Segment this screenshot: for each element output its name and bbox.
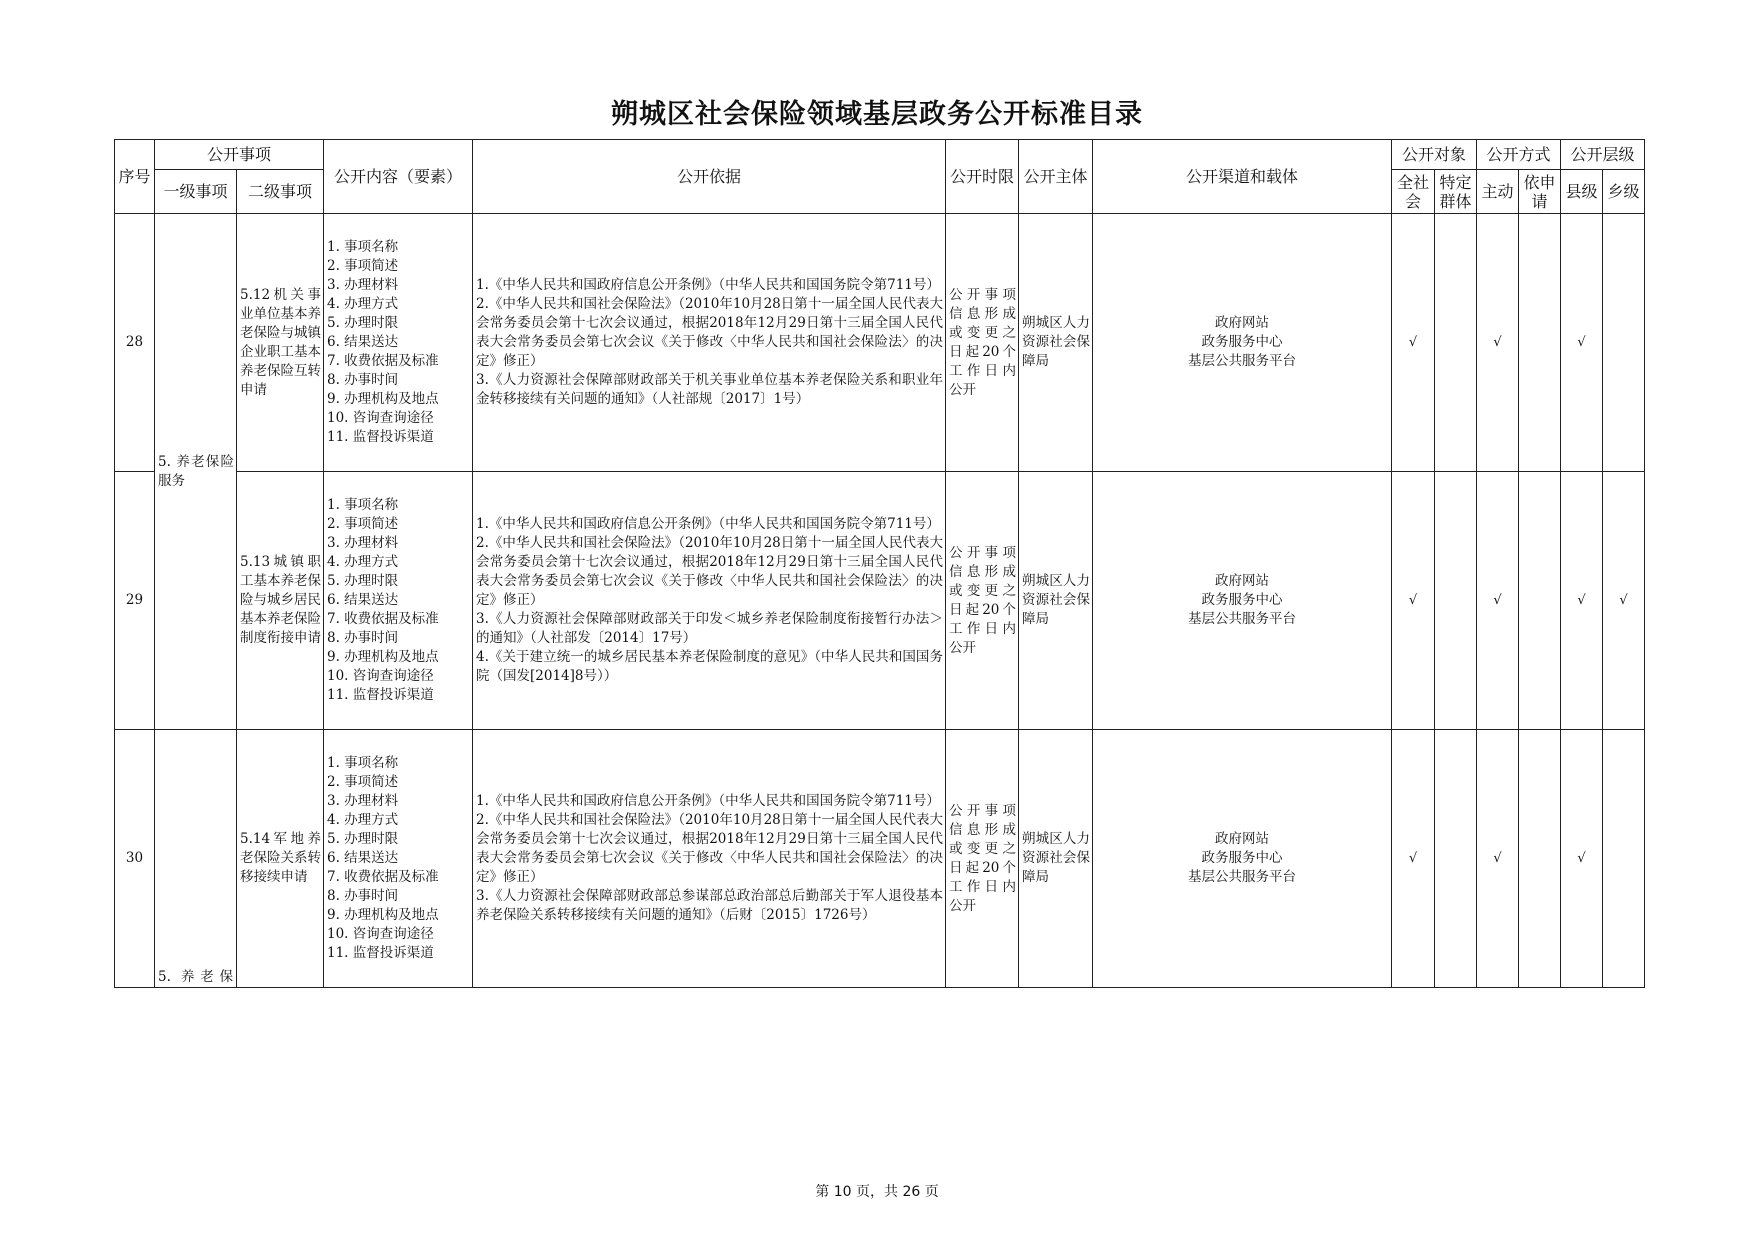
level-county-check: √ bbox=[1561, 730, 1603, 988]
subject-text: 朔城区人力资源社会保障局 bbox=[1022, 315, 1090, 369]
seq-cell: 30 bbox=[115, 730, 155, 988]
time-cell bbox=[946, 214, 1019, 472]
content-cell bbox=[324, 472, 473, 730]
level-county-check: √ bbox=[1561, 214, 1603, 472]
method-active-check: √ bbox=[1477, 730, 1519, 988]
target-specific-check bbox=[1435, 730, 1477, 988]
header-level-group: 公开层级 bbox=[1561, 140, 1645, 170]
subject-cell bbox=[1019, 730, 1093, 988]
target-all-check: √ bbox=[1392, 730, 1435, 988]
header-level-town: 乡级 bbox=[1603, 170, 1645, 214]
target-all-check: √ bbox=[1392, 472, 1435, 730]
basis-cell bbox=[473, 472, 946, 730]
header-content: 公开内容（要素） bbox=[324, 140, 473, 214]
header-channel: 公开渠道和载体 bbox=[1093, 140, 1392, 214]
time-cell bbox=[946, 472, 1019, 730]
channel-cell bbox=[1093, 730, 1392, 988]
target-all-check: √ bbox=[1392, 214, 1435, 472]
seq-cell: 29 bbox=[115, 472, 155, 730]
time-text: 公开事项信息形成或变更之日起20个工作日内公开 bbox=[949, 286, 1016, 398]
header-target-specific: 特定群体 bbox=[1435, 170, 1477, 214]
channel-cell bbox=[1093, 472, 1392, 730]
basis-text: 1.《中华人民共和国政府信息公开条例》（中华人民共和国国务院令第711号） 2.《中华人民共和国社会保险法》（2010年10月28日第十一届全国人民代表大会常务委员会第十七次会议通过，根据2018年12月29日第十三届全国人民代表大会常务委员会第七次会议《关于修改〈中华人民共和国社会保险法〉的决定》修正） 3.《人力资源社会保障部财政部关于机关事业单位基本养老保险关系和职业年金转移接续有关问题的通知》（人社部规〔2017〕1号） bbox=[476, 277, 943, 407]
content-cell bbox=[324, 214, 473, 472]
header-basis: 公开依据 bbox=[473, 140, 946, 214]
content-list: 1. 事项名称 2. 事项简述 3. 办理材料 4. 办理方式 5. 办理时限 6. 结果送达 7. 收费依据及标准 8. 办事时间 9. 办理机构及地点 10. 咨询查询途径 11. 监督投诉渠道 bbox=[327, 239, 439, 445]
table-row bbox=[115, 214, 1645, 472]
header-subject: 公开主体 bbox=[1019, 140, 1093, 214]
level2-item: 5.14军地养老保险关系转移接续申请 bbox=[240, 831, 321, 885]
header-method-apply: 依申请 bbox=[1519, 170, 1561, 214]
header-items-group: 公开事项 bbox=[155, 140, 324, 170]
time-text: 公开事项信息形成或变更之日起20个工作日内公开 bbox=[949, 544, 1016, 656]
subject-text: 朔城区人力资源社会保障局 bbox=[1022, 573, 1090, 627]
level1-item: 5. 养老保险服务 bbox=[158, 453, 234, 489]
header-level1: 一级事项 bbox=[155, 170, 237, 214]
header-row-1 bbox=[115, 140, 1645, 170]
header-target-group: 公开对象 bbox=[1392, 140, 1477, 170]
level-town-check bbox=[1603, 730, 1645, 988]
level2-item: 5.12机关事业单位基本养老保险与城镇企业职工基本养老保险互转申请 bbox=[240, 286, 321, 398]
header-method-group: 公开方式 bbox=[1477, 140, 1561, 170]
seq-cell: 28 bbox=[115, 214, 155, 472]
method-apply-check bbox=[1519, 730, 1561, 988]
table-row bbox=[115, 472, 1645, 730]
basis-text: 1.《中华人民共和国政府信息公开条例》（中华人民共和国国务院令第711号） 2.《中华人民共和国社会保险法》（2010年10月28日第十一届全国人民代表大会常务委员会第十七次会议通过，根据2018年12月29日第十三届全国人民代表大会常务委员会第七次会议《关于修改〈中华人民共和国社会保险法〉的决定》修正） 3.《人力资源社会保障部财政部总参谋部总政治部总后勤部关于军人退役基本养老保险关系转移接续有关问题的通知》（后财〔2015〕1726号） bbox=[476, 793, 943, 923]
disclosure-table bbox=[114, 139, 1645, 988]
content-list: 1. 事项名称 2. 事项简述 3. 办理材料 4. 办理方式 5. 办理时限 6. 结果送达 7. 收费依据及标准 8. 办事时间 9. 办理机构及地点 10. 咨询查询途径 11. 监督投诉渠道 bbox=[327, 755, 439, 961]
target-specific-check bbox=[1435, 472, 1477, 730]
method-apply-check bbox=[1519, 214, 1561, 472]
header-target-all: 全社会 bbox=[1392, 170, 1435, 214]
level2-item-cell bbox=[237, 730, 324, 988]
basis-cell bbox=[473, 214, 946, 472]
header-level2: 二级事项 bbox=[237, 170, 324, 214]
content-cell bbox=[324, 730, 473, 988]
header-time: 公开时限 bbox=[946, 140, 1019, 214]
table-row bbox=[115, 730, 1645, 988]
channel-cell bbox=[1093, 214, 1392, 472]
level2-item-cell bbox=[237, 472, 324, 730]
level2-item-cell bbox=[237, 214, 324, 472]
channel-text: 政府网站 政务服务中心 基层公共服务平台 bbox=[1188, 315, 1296, 369]
level-town-check bbox=[1603, 214, 1645, 472]
document-title: 朔城区社会保险领域基层政务公开标准目录 bbox=[611, 99, 1143, 130]
basis-text: 1.《中华人民共和国政府信息公开条例》（中华人民共和国国务院令第711号） 2.《中华人民共和国社会保险法》（2010年10月28日第十一届全国人民代表大会常务委员会第十七次会议通过，根据2018年12月29日第十三届全国人民代表大会常务委员会第七次会议《关于修改〈中华人民共和国社会保险法〉的决定》修正） 3.《人力资源社会保障部财政部关于印发＜城乡养老保险制度衔接暂行办法＞的通知》（人社部发〔2014〕17号） 4.《关于建立统一的城乡居民基本养老保险制度的意见》（中华人民共和国国务院（国发[2014]8号）） bbox=[476, 516, 943, 684]
content-list: 1. 事项名称 2. 事项简述 3. 办理材料 4. 办理方式 5. 办理时限 6. 结果送达 7. 收费依据及标准 8. 办事时间 9. 办理机构及地点 10. 咨询查询途径 11. 监督投诉渠道 bbox=[327, 497, 439, 703]
level1-item-continuation: 5. 养老保 bbox=[158, 969, 233, 985]
level-town-check: √ bbox=[1603, 472, 1645, 730]
subject-text: 朔城区人力资源社会保障局 bbox=[1022, 831, 1090, 885]
level1-item-cell bbox=[155, 214, 237, 730]
method-active-check: √ bbox=[1477, 472, 1519, 730]
header-level-county: 县级 bbox=[1561, 170, 1603, 214]
level2-item: 5.13城镇职工基本养老保险与城乡居民基本养老保险制度衔接申请 bbox=[240, 554, 321, 646]
page-footer: 第 10 页，共 26 页 bbox=[815, 1184, 939, 1200]
method-active-check: √ bbox=[1477, 214, 1519, 472]
level1-item-continuation-cell bbox=[155, 730, 237, 988]
subject-cell bbox=[1019, 214, 1093, 472]
header-seq: 序号 bbox=[115, 140, 155, 214]
level-county-check: √ bbox=[1561, 472, 1603, 730]
subject-cell bbox=[1019, 472, 1093, 730]
basis-cell bbox=[473, 730, 946, 988]
channel-text: 政府网站 政务服务中心 基层公共服务平台 bbox=[1188, 831, 1296, 885]
time-text: 公开事项信息形成或变更之日起20个工作日内公开 bbox=[949, 802, 1016, 914]
time-cell bbox=[946, 730, 1019, 988]
method-apply-check bbox=[1519, 472, 1561, 730]
channel-text: 政府网站 政务服务中心 基层公共服务平台 bbox=[1188, 573, 1296, 627]
target-specific-check bbox=[1435, 214, 1477, 472]
header-method-active: 主动 bbox=[1477, 170, 1519, 214]
